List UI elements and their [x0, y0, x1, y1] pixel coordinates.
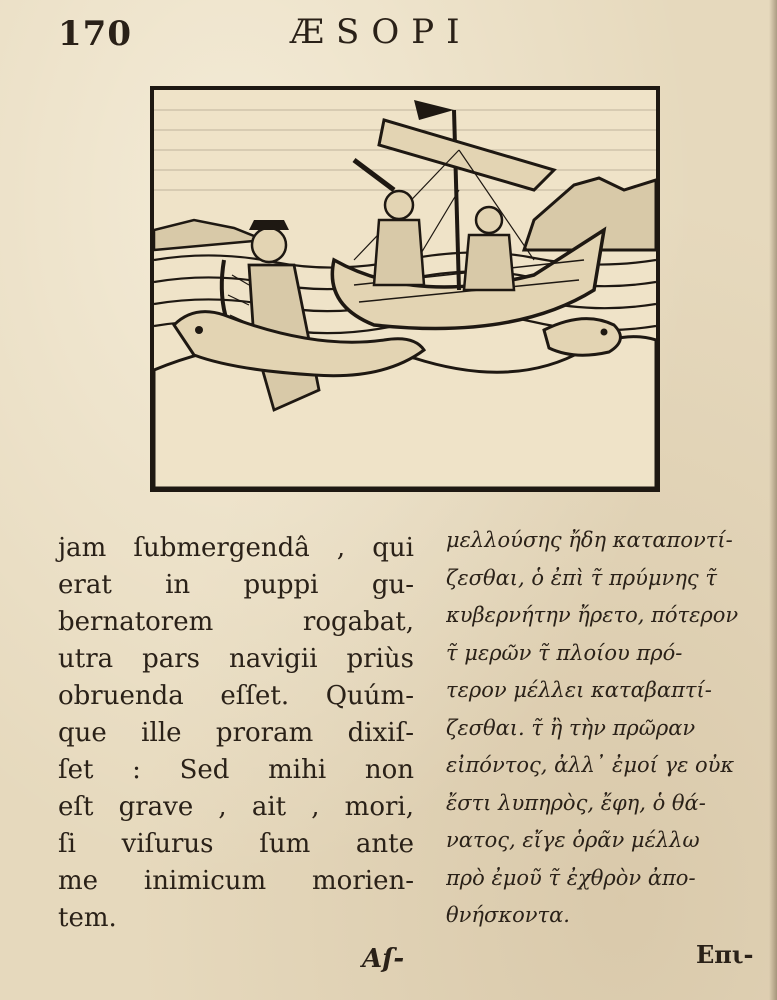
greek-line: ζεσθαι. τ̃ ἢ τὴν πρῶραν	[446, 715, 696, 740]
latin-line: obruenda eſſet. Quúm-	[58, 681, 414, 711]
latin-line: bernatorem rogabat,	[58, 607, 414, 637]
woodcut-ship-dolphin-icon	[154, 90, 656, 488]
latin-line: me inimicum morien-	[58, 866, 414, 896]
greek-line: πρὸ ἐμοῦ τ̃ ἐχθρὸν ἀπο-	[446, 865, 696, 890]
greek-line: μελλούσης ἤδη καταποντί-	[446, 528, 733, 552]
page-number: 170	[58, 14, 132, 54]
latin-catchword: Aſ-	[362, 944, 405, 974]
greek-line: τερον μέλλει καταβαπτί-	[446, 678, 712, 702]
greek-line: κυβερνήτην ἤρετο, πότερον	[446, 603, 739, 627]
page-edge-shadow	[769, 0, 777, 1000]
latin-line: ſi viſurus ſum ante	[58, 829, 414, 859]
running-head: ÆSOPI	[290, 12, 472, 52]
greek-line: τ̃ μερῶν τ̃ πλοίου πρό-	[446, 640, 683, 665]
latin-line: jam ſubmergendâ , qui	[58, 533, 414, 563]
greek-line: νατος, εἴγε ὁρᾶν μέλλω	[446, 828, 700, 852]
latin-line: utra pars navigii priùs	[58, 644, 414, 674]
latin-text-column	[58, 530, 414, 937]
greek-line: εἰπόντος, ἀλλ᾽ ἐμοί γε οὐκ	[446, 753, 735, 777]
latin-line: que ille proram dixiſ-	[58, 718, 414, 748]
woodcut-illustration	[150, 86, 660, 492]
latin-line: ſet : Sed mihi non	[58, 755, 414, 785]
latin-line: tem.	[58, 903, 117, 933]
greek-line: θνήσκοντα.	[446, 903, 570, 927]
greek-text-column	[446, 522, 756, 935]
latin-line: eſt grave , ait , mori,	[58, 792, 414, 822]
greek-line: ἔστι λυπηρὸς, ἔφη, ὁ θά-	[446, 790, 706, 815]
greek-catchword: Επι-	[696, 940, 754, 969]
latin-line: erat in puppi gu-	[58, 570, 414, 600]
greek-line: ζεσθαι, ὁ ἐπὶ τ̃ πρύμνης τ̃	[446, 565, 717, 590]
